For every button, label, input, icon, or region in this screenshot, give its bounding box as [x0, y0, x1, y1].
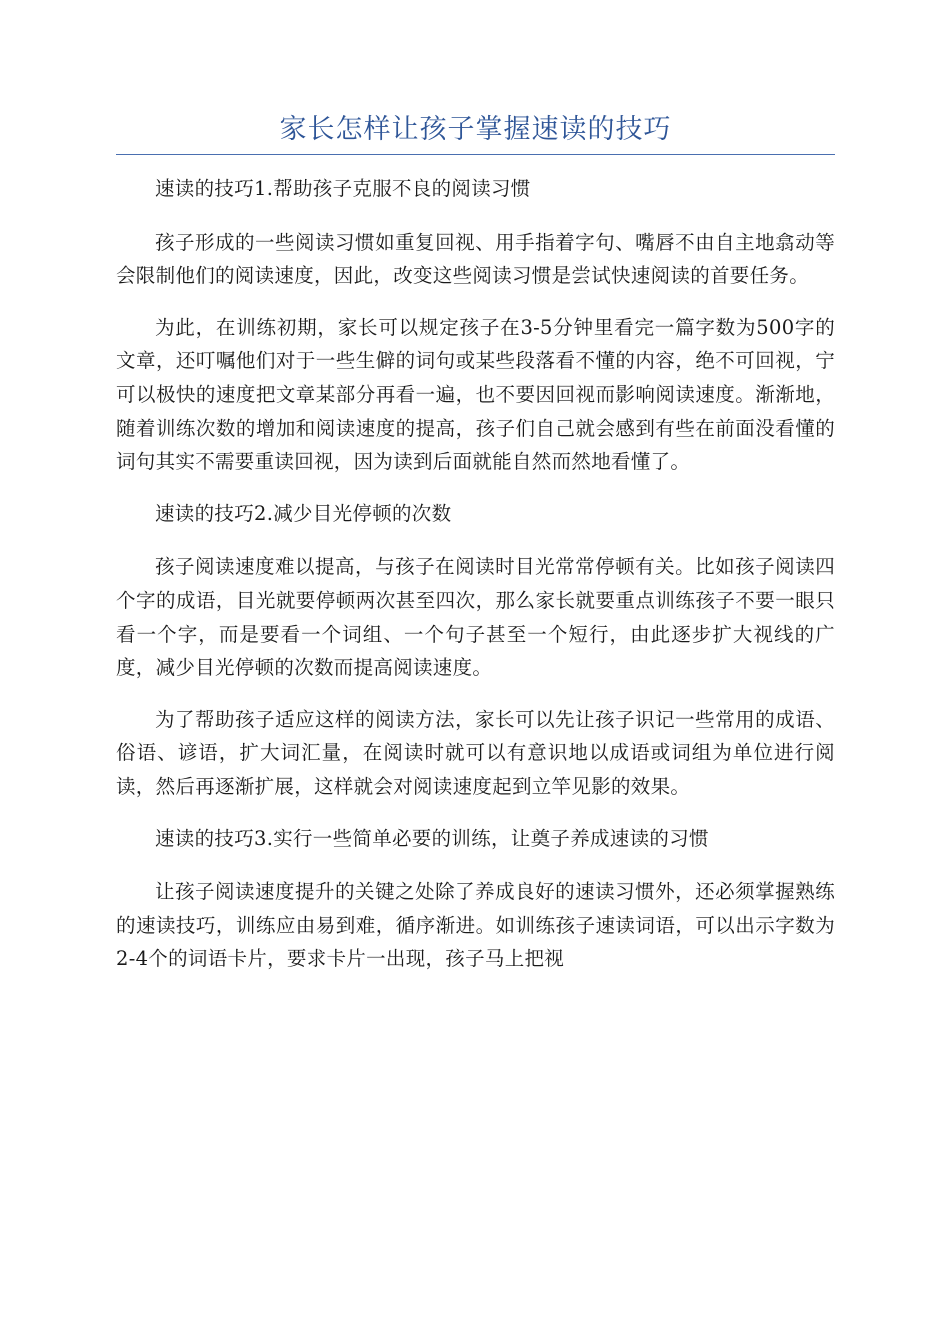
section-heading-2: 速读的技巧2.减少目光停顿的次数 — [155, 501, 452, 525]
body-paragraph: 孩子阅读速度难以提高，与孩子在阅读时目光常常停顿有关。比如孩子阅读四个字的成语，目光就要停顿两次甚至四次，那么家长就要重点训练孩子不要一眼只看一个字，而是要看一个词组、一个句子甚至一个短行，由此逐步扩大视线的广度，减少目光停顿的次数而提高阅读速度。 — [116, 555, 835, 680]
body-paragraph: 为了帮助孩子适应这样的阅读方法，家长可以先让孩子识记一些常用的成语、俗语、谚语，扩大词汇量，在阅读时就可以有意识地以成语或词组为单位进行阅读，然后再逐渐扩展，这样就会对阅读速度起到立竿见影的效果。 — [116, 707, 835, 798]
section-heading-3: 速读的技巧3.实行一些简单必要的训练，让奠子养成速读的习惯 — [155, 826, 709, 850]
section-heading-1: 速读的技巧1.帮助孩子克服不良的阅读习惯 — [155, 177, 531, 200]
body-paragraph: 让孩子阅读速度提升的关键之处除了养成良好的速读习惯外，还必须掌握熟练的速读技巧，训练应由易到难，循序渐进。如训练孩子速读词语，可以出示字数为2-4个的词语卡片，要求卡片一出现，孩子马上把视 — [116, 880, 835, 971]
document-title: 家长怎样让孩子掌握速读的技巧 — [279, 114, 672, 145]
title-underline — [116, 154, 835, 155]
body-paragraph: 孩子形成的一些阅读习惯如重复回视、用手指着字句、嘴唇不由自主地翕动等会限制他们的阅读速度，因此，改变这些阅读习惯是尝试快速阅读的首要任务。 — [116, 230, 835, 288]
body-paragraph: 为此，在训练初期，家长可以规定孩子在3-5分钟里看完一篇字数为500字的文章，还叮嘱他们对于一些生僻的词句或某些段落看不懂的内容，绝不可回视，宁可以极快的速度把文章某部分再看一遍，也不要因回视而影响阅读速度。渐渐地，随着训练次数的增加和阅读速度的提高，孩子们自己就会感到有些在前面没看懂的词句其实不需要重读回视，因为读到后面就能自然而然地看懂了。 — [116, 315, 835, 474]
document-body — [116, 172, 835, 994]
